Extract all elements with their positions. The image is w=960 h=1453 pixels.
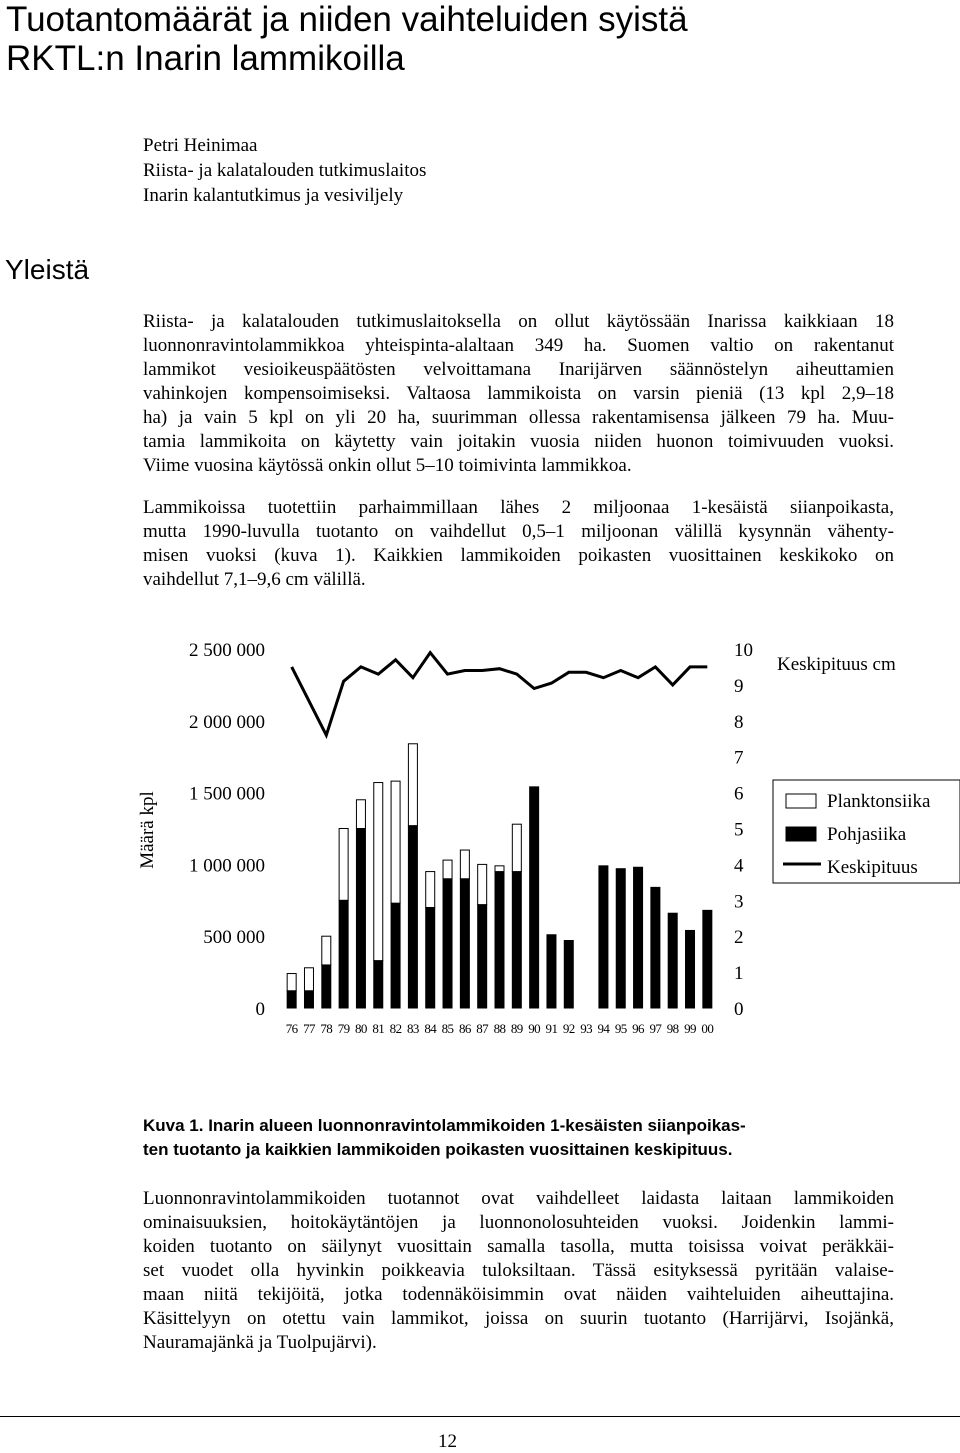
- paragraph-line: set vuodet olla hyvinkin poikkeavia tuloksiltaan. Tässä esityksessä pyritään valaise-: [143, 1260, 894, 1281]
- bar-planktonsiika: [391, 781, 400, 903]
- x-tick-label: 76: [285, 1021, 298, 1036]
- paragraph-line: Lammikoissa tuotettiin parhaimmillaan lähes 2 miljoonaa 1-kesäistä siianpoikasta,: [143, 497, 894, 518]
- bar-planktonsiika: [356, 800, 365, 829]
- author-affiliation: Riista- ja kalatalouden tutkimuslaitos: [143, 160, 427, 181]
- bar-pohjasiika: [304, 991, 313, 1008]
- y2-axis-label: Keskipituus cm: [777, 654, 896, 675]
- y2-tick-label: 6: [734, 783, 744, 805]
- x-tick-label: 80: [355, 1021, 367, 1036]
- paragraph-line: Käsittelyyn on otettu vain lammikot, joissa on suurin tuotanto (Harrijärvi, Isojänkä,: [143, 1308, 894, 1329]
- bar-pohjasiika: [703, 910, 712, 1008]
- bar-pohjasiika: [478, 905, 487, 1008]
- bar-pohjasiika: [616, 869, 625, 1008]
- x-tick-label: 84: [424, 1021, 437, 1036]
- bar-pohjasiika: [443, 879, 452, 1008]
- paragraph-line: luonnonravintolammikkoa yhteispinta-alaltaan 349 ha. Suomen valtio on rakentanut: [143, 335, 894, 356]
- x-tick-label: 00: [701, 1021, 714, 1036]
- bar-pohjasiika: [668, 913, 677, 1008]
- bar-pohjasiika: [495, 872, 504, 1008]
- author-name: Petri Heinimaa: [143, 135, 258, 156]
- x-tick-label: 83: [406, 1021, 419, 1036]
- bar-pohjasiika: [547, 935, 556, 1008]
- bar-pohjasiika: [651, 887, 660, 1008]
- y2-tick-label: 3: [734, 891, 744, 913]
- x-tick-label: 78: [320, 1021, 333, 1036]
- bar-planktonsiika: [339, 829, 348, 901]
- bar-pohjasiika: [564, 941, 573, 1008]
- x-tick-label: 96: [632, 1021, 644, 1036]
- x-tick-label: 81: [372, 1021, 385, 1036]
- paragraph-line: Nauramajänkä ja Tuolpujärvi).: [143, 1332, 377, 1353]
- x-tick-label: 93: [580, 1021, 593, 1036]
- paragraph-line: misen vuoksi (kuva 1). Kaikkien lammikoiden poikasten vuosittainen keskikoko on: [143, 545, 894, 566]
- bar-planktonsiika: [426, 872, 435, 908]
- y2-tick-label: 5: [734, 819, 744, 841]
- bar-planktonsiika: [495, 866, 504, 872]
- bar-planktonsiika: [322, 936, 331, 965]
- bar-pohjasiika: [634, 867, 643, 1008]
- bar-pohjasiika: [460, 879, 469, 1008]
- y2-tick-label: 1: [734, 963, 744, 985]
- y-tick-label: 2 500 000: [189, 640, 265, 661]
- x-tick-label: 88: [493, 1021, 506, 1036]
- y2-tick-label: 2: [734, 927, 744, 949]
- x-tick-label: 95: [614, 1021, 627, 1036]
- bar-planktonsiika: [287, 974, 296, 991]
- footer-rule: [0, 1416, 960, 1417]
- bar-planktonsiika: [443, 860, 452, 879]
- title-line-2: RKTL:n Inarin lammikoilla: [6, 39, 405, 78]
- bar-pohjasiika: [374, 961, 383, 1008]
- bar-pohjasiika: [339, 900, 348, 1008]
- document-title: [6, 0, 946, 78]
- x-tick-label: 99: [684, 1021, 696, 1036]
- x-tick-label: 86: [458, 1021, 471, 1036]
- x-tick-label: 90: [528, 1021, 541, 1036]
- bar-pohjasiika: [322, 965, 331, 1008]
- legend-swatch-pohjasiika: [786, 827, 816, 841]
- bar-planktonsiika: [374, 783, 383, 961]
- section-heading: Yleistä: [5, 254, 90, 285]
- paragraph-1: [143, 310, 894, 478]
- paragraph-2: [143, 496, 894, 592]
- paragraph-line: lammikot vesioikeuspäätösten velvoittamana Inarijärven säännöstelyn aiheuttamien: [143, 359, 894, 380]
- paragraph-line: tamia lammikoita on käytetty vain joitakin vuosia niiden huonon toimivuuden vuoksi.: [143, 431, 894, 452]
- y-tick-label: 500 000: [203, 927, 265, 949]
- bar-pohjasiika: [599, 866, 608, 1008]
- x-tick-label: 94: [597, 1021, 610, 1036]
- bar-pohjasiika: [391, 903, 400, 1008]
- paragraph-line: mutta 1990-luvulla tuotanto on vaihdellut 0,5–1 miljoonan välillä kysynnän vähenty-: [143, 521, 894, 542]
- paragraph-line: maan niitä tekijöitä, jotka todennäköisimmin ovat näiden vaihteluiden aiheuttajina.: [143, 1284, 894, 1305]
- bar-pohjasiika: [426, 907, 435, 1008]
- x-tick-label: 91: [545, 1021, 558, 1036]
- title-line-1: Tuotantomäärät ja niiden vaihteluiden syistä: [6, 0, 688, 39]
- bar-pohjasiika: [408, 826, 417, 1008]
- legend-label: Planktonsiika: [827, 791, 931, 812]
- y2-tick-label: 8: [734, 711, 744, 733]
- y2-tick-label: 9: [734, 675, 744, 697]
- y2-tick-label: 4: [734, 855, 744, 877]
- x-tick-label: 85: [441, 1021, 454, 1036]
- author-unit: Inarin kalantutkimus ja vesiviljely: [143, 185, 404, 206]
- caption-line: Kuva 1. Inarin alueen luonnonravintolammikoiden 1-kesäisten siianpoikas-: [143, 1116, 746, 1135]
- line-keskipituus: [292, 653, 708, 736]
- paragraph-line: ha) ja vain 5 kpl on yli 20 ha, suurimman ollessa rakentamisensa jälkeen 79 ha. Muu-: [143, 407, 894, 428]
- x-tick-label: 92: [562, 1021, 575, 1036]
- y-tick-label: 0: [255, 999, 265, 1020]
- y2-tick-label: 10: [734, 640, 753, 661]
- production-chart: [0, 620, 960, 1050]
- paragraph-line: Viime vuosina käytössä onkin ollut 5–10 toimivinta lammikkoa.: [143, 455, 632, 476]
- bar-planktonsiika: [304, 968, 313, 991]
- figure-caption: [143, 1114, 894, 1162]
- y-tick-label: 1 500 000: [189, 783, 265, 805]
- x-tick-label: 82: [389, 1021, 402, 1036]
- paragraph-line: Riista- ja kalatalouden tutkimuslaitoksella on ollut käytössään Inarissa kaikkiaan 18: [143, 311, 894, 332]
- bar-planktonsiika: [460, 850, 469, 879]
- bar-planktonsiika: [408, 744, 417, 826]
- x-tick-label: 89: [510, 1021, 523, 1036]
- paragraph-line: koiden tuotanto on säilynyt vuosittain samalla tasolla, mutta toisissa voivat peräkkäi-: [143, 1236, 894, 1257]
- caption-line: ten tuotanto ja kaikkien lammikoiden poikasten vuosittainen keskipituus.: [143, 1140, 733, 1159]
- bar-pohjasiika: [512, 872, 521, 1008]
- paragraph-line: vaihdellut 7,1–9,6 cm välillä.: [143, 569, 366, 590]
- y-tick-label: 2 000 000: [189, 711, 265, 733]
- legend-label: Keskipituus: [827, 857, 918, 878]
- x-tick-label: 87: [476, 1021, 489, 1036]
- legend-swatch-planktonsiika: [786, 794, 816, 808]
- bar-planktonsiika: [512, 824, 521, 871]
- bar-pohjasiika: [686, 930, 695, 1008]
- x-tick-label: 98: [666, 1021, 679, 1036]
- author-block: [143, 133, 426, 208]
- bar-pohjasiika: [287, 991, 296, 1008]
- y-tick-label: 1 000 000: [189, 855, 265, 877]
- bar-pohjasiika: [356, 829, 365, 1009]
- x-tick-label: 97: [649, 1021, 662, 1036]
- y-axis-label: Määrä kpl: [137, 791, 158, 869]
- legend-label: Pohjasiika: [827, 824, 907, 845]
- y2-tick-label: 0: [734, 999, 744, 1020]
- x-tick-label: 77: [303, 1021, 315, 1036]
- paragraph-3: [143, 1187, 894, 1355]
- page-number: 12: [438, 1431, 457, 1452]
- paragraph-line: ominaisuuksien, hoitokäytäntöjen ja luonnonolosuhteiden vuoksi. Joidenkin lammi-: [143, 1212, 894, 1233]
- bar-planktonsiika: [478, 864, 487, 904]
- bar-pohjasiika: [530, 787, 539, 1008]
- y2-tick-label: 7: [734, 747, 744, 769]
- paragraph-line: vahinkojen kompensoimiseksi. Valtaosa lammikoista on varsin pieniä (13 kpl 2,9–18: [143, 383, 894, 404]
- paragraph-line: Luonnonravintolammikoiden tuotannot ovat vaihdelleet laidasta laitaan lammikoiden: [143, 1188, 894, 1209]
- x-tick-label: 79: [337, 1021, 350, 1036]
